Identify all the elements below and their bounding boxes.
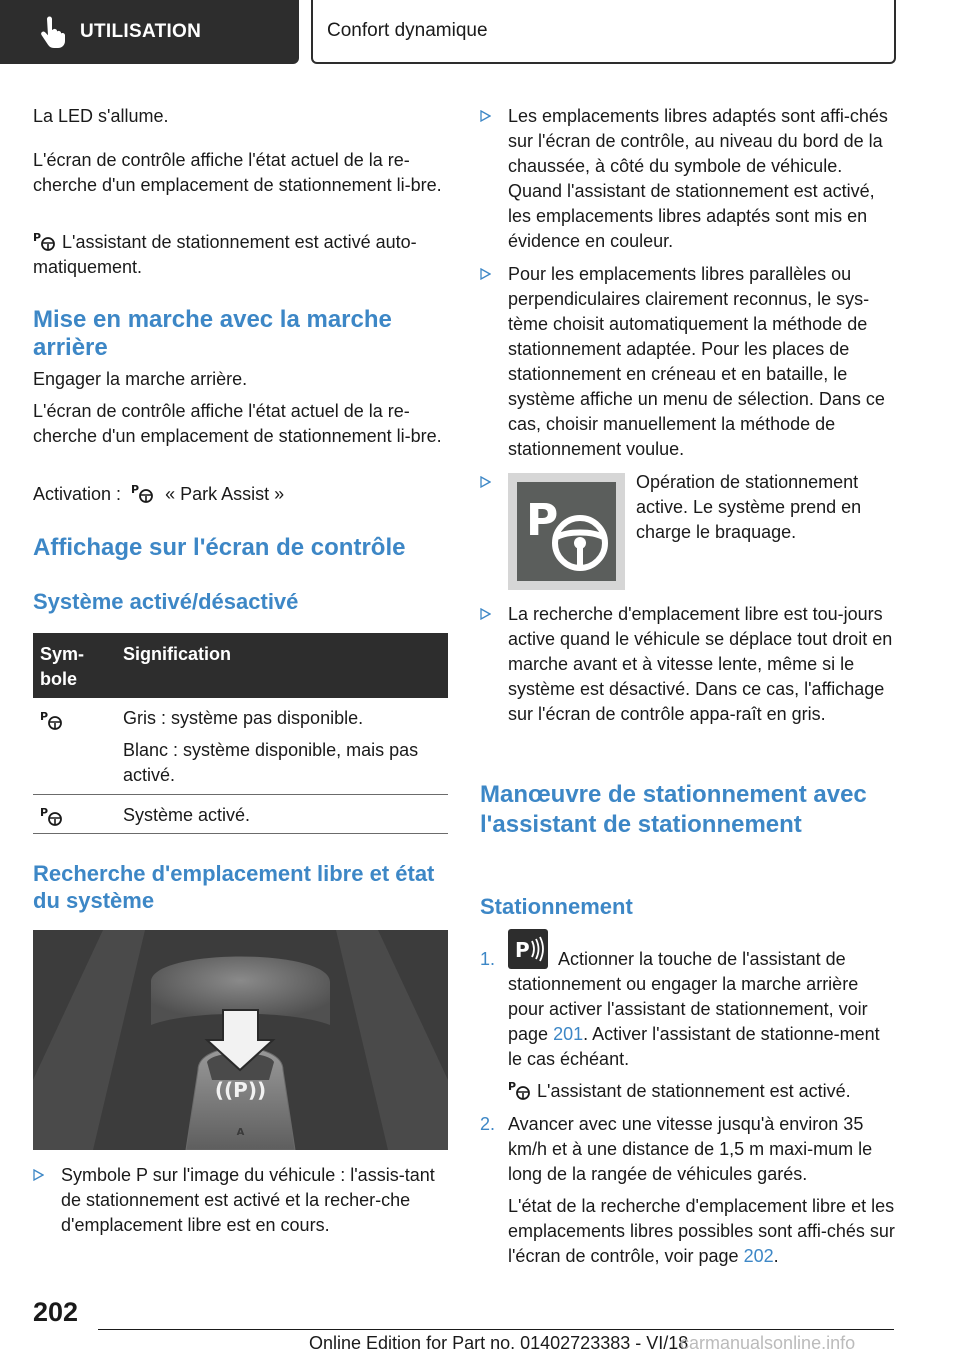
page-link[interactable]: 202 bbox=[743, 1246, 774, 1266]
bullet-triangle-icon bbox=[480, 110, 491, 122]
step1-note bbox=[508, 1079, 896, 1104]
svg-text:((P)): ((P)) bbox=[214, 1078, 267, 1102]
paragraph-auto-text: L'assistant de stationnement est activé auto-matiquement. bbox=[33, 232, 417, 277]
park-assist-icon bbox=[40, 805, 64, 827]
section-title: UTILISATION bbox=[80, 21, 202, 42]
table-header-meaning: Signification bbox=[123, 644, 231, 664]
table-row bbox=[33, 795, 448, 834]
bullet-triangle-icon bbox=[480, 476, 491, 488]
table-header-symbol: Sym-bole bbox=[40, 644, 85, 689]
activation-value: « Park Assist » bbox=[165, 484, 285, 504]
paragraph-led: La LED s'allume. bbox=[33, 106, 169, 126]
step2-text: Avancer avec une vitesse jusqu'à environ 35 km/h et à une distance de 1,5 m maxi-mum le long de la rangée de véhicules garés. bbox=[508, 1114, 873, 1184]
svg-text:P: P bbox=[131, 483, 140, 496]
park-assist-icon bbox=[40, 709, 64, 731]
step2-end: . bbox=[773, 1246, 779, 1266]
step-number: 2. bbox=[480, 1114, 496, 1134]
activation-label: Activation : bbox=[33, 484, 122, 504]
paragraph-status-2: L'écran de contrôle affiche l'état actuel de la re-cherche d'un emplacement de stationnement li-bre. bbox=[33, 401, 442, 446]
heading-system: Système activé/désactivé bbox=[33, 589, 299, 614]
footer-edition: Online Edition for Part no. 01402723383 - VI/18 bbox=[309, 1333, 689, 1353]
watermark: carmanualsonline.info bbox=[680, 1333, 856, 1353]
step2-status-text: L'état de la recherche d'emplacement libre et les emplacements libres possibles sont affi-chés sur l'écran de contrôle, voir page bbox=[508, 1196, 895, 1266]
parking-scene-illustration bbox=[33, 930, 448, 1150]
svg-text:P: P bbox=[508, 1080, 517, 1093]
svg-text:P: P bbox=[526, 495, 559, 546]
step1-text bbox=[508, 947, 896, 1072]
table-row bbox=[33, 698, 448, 795]
svg-text:A: A bbox=[236, 1127, 245, 1138]
svg-text:P: P bbox=[515, 938, 530, 962]
step2-status bbox=[508, 1194, 898, 1269]
park-assist-large-icon bbox=[508, 473, 625, 590]
bullet-triangle-icon bbox=[480, 608, 491, 620]
row-active: Système activé. bbox=[123, 805, 251, 825]
step-number: 1. bbox=[480, 949, 496, 969]
hand-pointer-icon bbox=[36, 15, 70, 49]
paragraph-status: L'écran de contrôle affiche l'état actuel de la re-cherche d'un emplacement de stationnement li-bre. bbox=[33, 150, 442, 195]
chapter-title: Confort dynamique bbox=[327, 20, 488, 41]
activation-line bbox=[33, 482, 448, 507]
row-white: Blanc : système disponible, mais pas activé. bbox=[123, 740, 419, 785]
heading-reverse: Mise en marche avec la marche arrière bbox=[33, 306, 392, 361]
paragraph-engage: Engager la marche arrière. bbox=[33, 369, 248, 389]
bullet-triangle-icon bbox=[33, 1169, 44, 1181]
table-header bbox=[33, 633, 448, 698]
bullet-text: Les emplacements libres adaptés sont affi-chés sur l'écran de contrôle, au niveau du bord de la chaussée, à côté du symbole de véhicule. Quand l'assistant de stationnement est activé, les emplacements libres adaptés sont mis en évidence en couleur. bbox=[508, 106, 888, 251]
svg-text:P: P bbox=[40, 710, 49, 723]
page-number: 202 bbox=[33, 1297, 79, 1327]
bullet-triangle-icon bbox=[480, 268, 491, 280]
bullet-text: Symbole P sur l'image du véhicule : l'assis-tant de stationnement est activé et la recher-che d'emplacement libre est en cours. bbox=[61, 1165, 435, 1235]
heading-parking: Stationnement bbox=[480, 894, 633, 919]
page-link[interactable]: 201 bbox=[553, 1024, 584, 1044]
park-assist-icon bbox=[33, 230, 57, 252]
park-assist-icon bbox=[131, 482, 155, 504]
park-assist-icon bbox=[508, 1079, 532, 1101]
bullet-text-parking-active: Opération de stationnement active. Le système prend en charge le braquage. bbox=[636, 472, 862, 542]
svg-text:P: P bbox=[40, 806, 49, 819]
step1-note-text: L'assistant de stationnement est activé. bbox=[537, 1081, 851, 1101]
step1-text-b: . Activer l'assistant de stationne-ment le cas échéant. bbox=[508, 1024, 880, 1069]
paragraph-auto bbox=[33, 230, 448, 280]
footer-rule bbox=[98, 1329, 894, 1330]
section-tab bbox=[0, 0, 299, 64]
heading-search: Recherche d'emplacement libre et état du système bbox=[33, 861, 435, 913]
control-display-image bbox=[33, 930, 448, 1150]
step1-text-a: Actionner la touche de l'assistant de stationnement ou engager la marche arrière pour activer l'assistant de stationnement, voir page bbox=[508, 949, 868, 1044]
svg-text:P: P bbox=[33, 231, 42, 244]
row-gray: Gris : système pas disponible. bbox=[123, 708, 364, 728]
heading-manoeuvre: Manœuvre de stationnement avec l'assistant de stationnement bbox=[480, 781, 867, 838]
bullet-text: La recherche d'emplacement libre est tou-jours active quand le véhicule se déplace tout droit en marche avant et à vitesse lente, même si le système est désactivé. Dans ce cas, l'affichage sur l'écran de contrôle appa-raît en gris. bbox=[508, 604, 893, 724]
park-steering-icon bbox=[508, 473, 625, 590]
chapter-tab bbox=[311, 0, 896, 64]
symbol-table bbox=[33, 633, 448, 834]
heading-display: Affichage sur l'écran de contrôle bbox=[33, 534, 406, 561]
bullet-text: Pour les emplacements libres parallèles ou perpendiculaires clairement reconnus, le sys-tème choisit automatiquement la méthode de stationnement adaptée. Pour les places de stationnement en créneau et en bataille, le système affiche un menu de sélection. Dans ce cas, choisir manuellement la méthode de stationnement voulue. bbox=[508, 264, 885, 459]
